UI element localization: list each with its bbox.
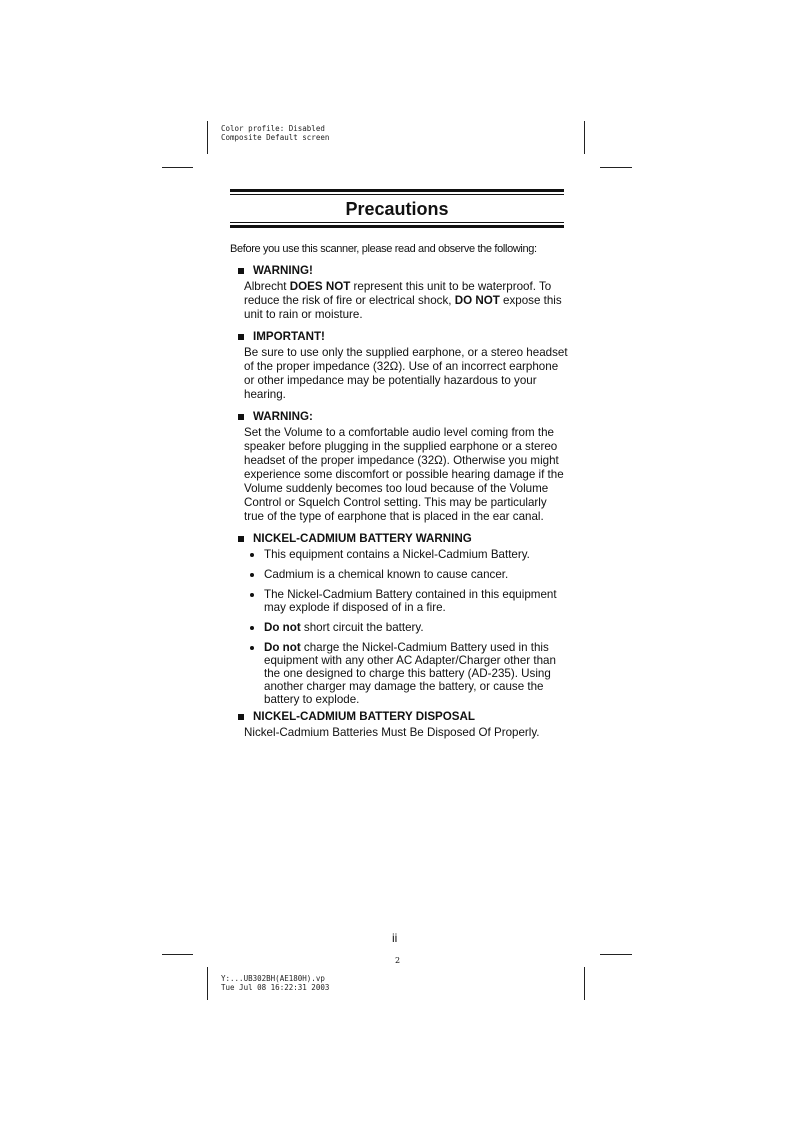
- warning-emphasis-1: DOES NOT: [289, 280, 351, 293]
- square-bullet-icon: [238, 414, 244, 420]
- list-item-text: Cadmium is a chemical known to cause cancer.: [264, 568, 509, 581]
- title-rule-bottom-thin: [230, 222, 564, 223]
- bullet-dot-icon: [250, 646, 254, 650]
- crop-mark-bottom-left-horizontal: [162, 954, 193, 955]
- square-bullet-icon: [238, 536, 244, 542]
- nicd-disposal-body: Nickel-Cadmium Batteries Must Be Disposed Of Properly.: [244, 726, 540, 739]
- precautions-content: [236, 264, 568, 740]
- square-bullet-icon: [238, 268, 244, 274]
- page-title: Precautions: [345, 199, 449, 219]
- warning-emphasis-2: DO NOT: [454, 294, 500, 307]
- print-footer-line1: Y:...UB302BH(AE180H).vp: [221, 974, 325, 983]
- crop-mark-top-right-vertical: [584, 121, 585, 154]
- nicd-warning-list: [236, 548, 568, 706]
- warning-heading: [236, 264, 568, 278]
- list-item: [236, 568, 568, 581]
- print-header: [221, 124, 329, 142]
- title-rule-top: [230, 189, 564, 192]
- page-number: ii: [392, 931, 398, 945]
- nicd-warning-heading: [236, 532, 568, 546]
- list-item-text: short circuit the battery.: [300, 621, 424, 634]
- square-bullet-icon: [238, 714, 244, 720]
- warning-heading-text: WARNING!: [253, 264, 313, 277]
- nicd-disposal-heading-text: NICKEL-CADMIUM BATTERY DISPOSAL: [253, 710, 475, 723]
- volume-warning-heading-text: WARNING:: [253, 410, 313, 423]
- crop-mark-top-right-horizontal: [600, 167, 632, 168]
- list-item: [236, 548, 568, 561]
- list-item-emphasis: Do not: [264, 641, 301, 654]
- bullet-dot-icon: [250, 593, 254, 597]
- crop-mark-top-left-horizontal: [162, 167, 193, 168]
- title-rule-top-thin: [230, 194, 564, 195]
- list-item-text: charge the Nickel-Cadmium Battery used in this equipment with any other AC Adapter/Charger other than the one designed to charge this battery (AD-235). Using another charger may damage the battery, or cause the battery to explode.: [264, 641, 556, 706]
- intro-text: Before you use this scanner, please read and observe the following:: [230, 243, 537, 255]
- important-body: Be sure to use only the supplied earphone, or a stereo headset of the proper impedance (32Ω). Use of an incorrect earphone or other impedance may be potentially hazardous to your hearing.: [244, 346, 568, 401]
- print-header-line1: Color profile: Disabled: [221, 124, 325, 133]
- volume-warning-heading: [236, 410, 568, 424]
- square-bullet-icon: [238, 334, 244, 340]
- important-heading-text: IMPORTANT!: [253, 330, 325, 343]
- print-header-line2: Composite Default screen: [221, 133, 330, 142]
- warning-body: [236, 280, 568, 322]
- important-heading: [236, 330, 568, 344]
- print-footer-line2: Tue Jul 08 16:22:31 2003: [221, 983, 330, 992]
- list-item-text: The Nickel-Cadmium Battery contained in this equipment may explode if disposed of in a fire.: [264, 588, 557, 614]
- sheet-number: 2: [395, 956, 401, 965]
- crop-mark-top-left-vertical: [207, 121, 208, 154]
- crop-mark-bottom-right-vertical: [584, 967, 585, 1000]
- bullet-dot-icon: [250, 573, 254, 577]
- nicd-disposal-heading: [236, 710, 568, 724]
- title-rule-bottom: [230, 225, 564, 228]
- bullet-dot-icon: [250, 626, 254, 630]
- list-item: [236, 621, 568, 634]
- list-item-text: This equipment contains a Nickel-Cadmium Battery.: [264, 548, 530, 561]
- print-footer: [221, 974, 329, 992]
- warning-text-2: represent this unit to be waterproof. To reduce the risk of fire or electrical shock,: [244, 280, 552, 307]
- bullet-dot-icon: [250, 553, 254, 557]
- warning-text-1: Albrecht: [244, 280, 290, 293]
- crop-mark-bottom-right-horizontal: [600, 954, 632, 955]
- nicd-warning-heading-text: NICKEL-CADMIUM BATTERY WARNING: [253, 532, 472, 545]
- crop-mark-bottom-left-vertical: [207, 967, 208, 1000]
- list-item: [236, 588, 568, 614]
- list-item-emphasis: Do not: [264, 621, 301, 634]
- warning-text-3: expose this unit to rain or moisture.: [244, 294, 562, 321]
- list-item: [236, 641, 568, 706]
- volume-warning-body: Set the Volume to a comfortable audio level coming from the speaker before plugging in the supplied earphone or a stereo headset of the proper impedance (32Ω). Otherwise you might experience some discomfort or possible hearing damage if the Volume suddenly becomes too loud because of the Volume Control or Squelch Control setting. This may be particularly true of the type of earphone that is placed in the ear canal.: [244, 426, 564, 523]
